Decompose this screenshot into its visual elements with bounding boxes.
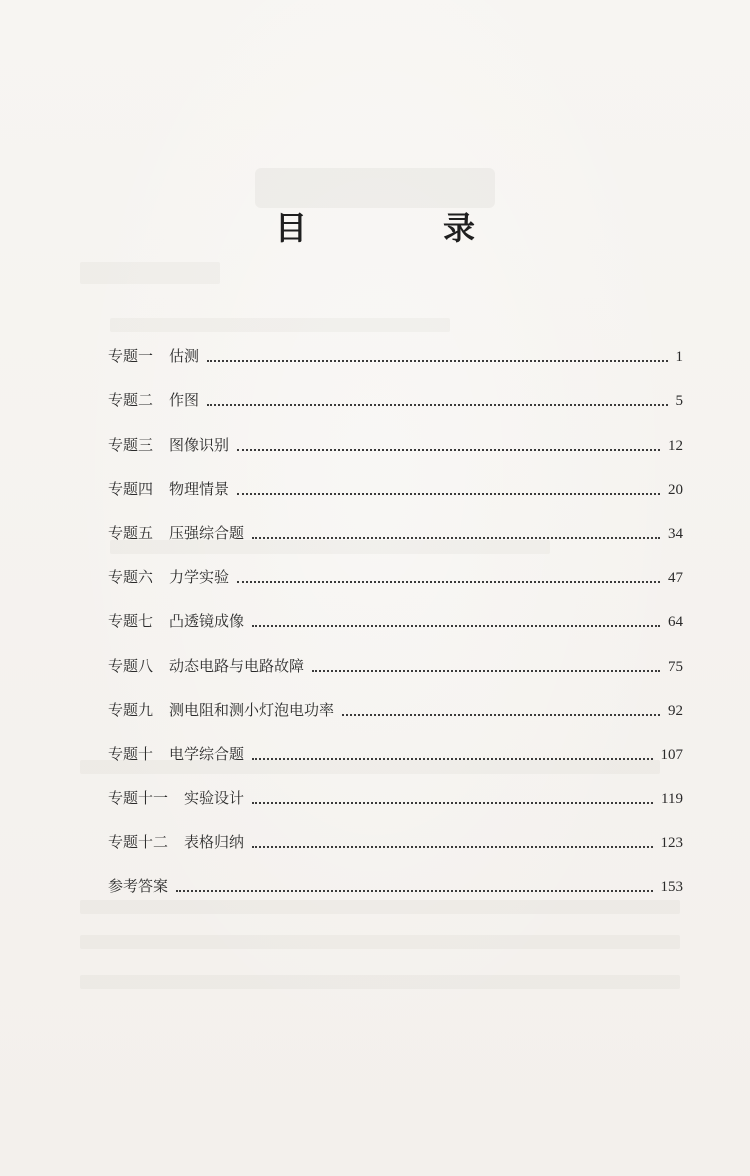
- toc-dot-leader: [237, 581, 660, 583]
- toc-page-number: 123: [660, 835, 683, 852]
- toc-entry[interactable]: [108, 692, 683, 736]
- toc-chapter-number: 专题三: [108, 435, 154, 454]
- toc-page-number: 20: [668, 481, 683, 498]
- toc-entry[interactable]: [108, 338, 683, 382]
- toc-dot-leader: [252, 758, 652, 760]
- toc-chapter-number: 专题六: [108, 568, 154, 587]
- toc-chapter-title: 表格归纳: [184, 833, 245, 852]
- toc-chapter-title: 力学实验: [169, 568, 230, 587]
- toc-chapter-number: 专题五: [108, 523, 154, 542]
- toc-entry[interactable]: [108, 382, 683, 426]
- toc-entry[interactable]: [108, 471, 683, 515]
- bleed-through-block: [80, 935, 680, 949]
- table-of-contents: [108, 338, 683, 912]
- toc-chapter-title: 物理情景: [169, 479, 230, 498]
- toc-entry[interactable]: [108, 647, 683, 691]
- toc-dot-leader: [207, 404, 667, 406]
- toc-page-number: 92: [668, 702, 683, 719]
- toc-dot-leader: [252, 537, 660, 539]
- toc-chapter-number: 专题十一: [108, 789, 169, 808]
- toc-dot-leader: [312, 670, 660, 672]
- toc-page-number: 64: [668, 614, 683, 631]
- toc-chapter-number: 专题一: [108, 347, 154, 366]
- toc-dot-leader: [176, 890, 652, 892]
- toc-dot-leader: [342, 714, 660, 716]
- toc-chapter-title: 参考答案: [108, 877, 169, 896]
- toc-chapter-title: 实验设计: [184, 789, 245, 808]
- toc-page-number: 75: [668, 658, 683, 675]
- toc-chapter-number: 专题四: [108, 479, 154, 498]
- toc-chapter-title: 测电阻和测小灯泡电功率: [169, 700, 335, 719]
- toc-entry[interactable]: [108, 515, 683, 559]
- toc-page-number: 12: [668, 437, 683, 454]
- toc-dot-leader: [252, 802, 653, 804]
- toc-dot-leader: [237, 449, 660, 451]
- bleed-through-block: [80, 262, 220, 284]
- toc-dot-leader: [207, 360, 667, 362]
- toc-dot-leader: [252, 846, 652, 848]
- toc-chapter-number: 专题二: [108, 391, 154, 410]
- toc-page-number: 107: [660, 746, 683, 763]
- toc-chapter-title: 动态电路与电路故障: [169, 656, 305, 675]
- toc-entry[interactable]: [108, 559, 683, 603]
- toc-page-number: 47: [668, 570, 683, 587]
- toc-chapter-title: 电学综合题: [169, 744, 245, 763]
- toc-chapter-title: 凸透镜成像: [169, 612, 245, 631]
- toc-entry[interactable]: [108, 780, 683, 824]
- toc-entry[interactable]: [108, 426, 683, 470]
- toc-chapter-number: 专题十二: [108, 833, 169, 852]
- toc-entry[interactable]: [108, 824, 683, 868]
- page-title: 目 录: [274, 209, 527, 247]
- toc-entry-answers[interactable]: [108, 868, 683, 912]
- toc-chapter-title: 图像识别: [169, 435, 230, 454]
- toc-dot-leader: [252, 625, 660, 627]
- toc-dot-leader: [237, 493, 660, 495]
- toc-page-number: 34: [668, 525, 683, 542]
- toc-entry[interactable]: [108, 736, 683, 780]
- toc-chapter-number: 专题七: [108, 612, 154, 631]
- toc-chapter-number: 专题八: [108, 656, 154, 675]
- bleed-through-block: [80, 975, 680, 989]
- bleed-through-heading: [255, 168, 495, 208]
- toc-chapter-title: 估测: [169, 347, 200, 366]
- toc-page-number: 1: [675, 349, 683, 366]
- toc-chapter-number: 专题九: [108, 700, 154, 719]
- toc-entry[interactable]: [108, 603, 683, 647]
- toc-chapter-title: 压强综合题: [169, 523, 245, 542]
- toc-page-number: 119: [661, 791, 683, 808]
- toc-chapter-number: 专题十: [108, 744, 154, 763]
- toc-page-number: 5: [675, 393, 683, 410]
- toc-page-number: 153: [660, 879, 683, 896]
- toc-chapter-title: 作图: [169, 391, 200, 410]
- bleed-through-block: [110, 318, 450, 332]
